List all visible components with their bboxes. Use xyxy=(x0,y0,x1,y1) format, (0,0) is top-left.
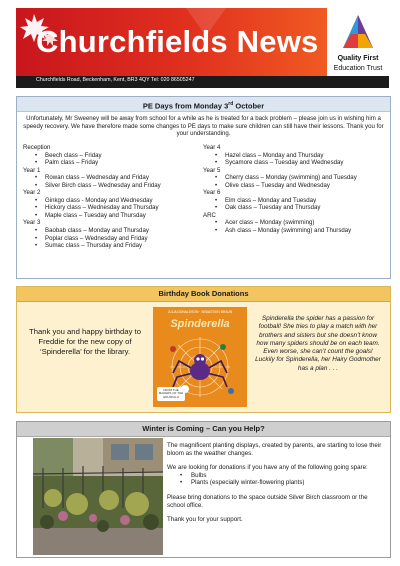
winter-paragraph: Thank you for your support. xyxy=(167,516,243,524)
list-item: • Baobab class – Monday and Thursday xyxy=(23,227,213,235)
list-item: • Ginkgo class - Monday and Wednesday xyxy=(23,197,213,205)
header-banner xyxy=(16,8,327,76)
group-title: Year 2 xyxy=(23,189,41,197)
pe-days-section xyxy=(16,96,391,279)
winter-paragraph: Please bring donations to the space outside Silver Birch classroom or the school office. xyxy=(167,493,368,509)
logo-text-line2: Education Trust xyxy=(333,65,383,72)
pe-left-column xyxy=(23,144,213,250)
winter-paragraph: We are looking for donations if you have any of the following going spare: xyxy=(167,464,368,472)
winter-paragraph: The magnificent planting displays, created by parents, are starting to lose their bloom as the weather changes. xyxy=(167,442,382,457)
list-item: • Sycamore class – Tuesday and Wednesday xyxy=(203,159,387,167)
birthday-heading: Birthday Book Donations xyxy=(17,287,390,302)
group-title: Reception xyxy=(23,144,51,151)
book-cover-image xyxy=(153,307,247,407)
list-item: • Palm class – Friday xyxy=(23,159,213,167)
group-title: Year 5 xyxy=(203,166,221,174)
book-title: Spinderella xyxy=(170,318,230,330)
list-item: • Poplar class – Wednesday and Friday xyxy=(23,235,213,243)
triangle-logo-icon xyxy=(342,14,374,50)
winter-help-section xyxy=(16,421,391,558)
list-item: • Ash class – Monday (swimming) and Thursday xyxy=(203,227,387,235)
list-item: • Rowan class – Wednesday and Friday xyxy=(23,174,213,182)
list-item: • Plants (especially winter-flowering plants) xyxy=(167,479,383,487)
book-badge-text: FROM THE MAKERS OF THE GRUFFALO xyxy=(158,388,184,399)
logo-text-line1: Quality First xyxy=(337,55,379,62)
list-item: • Maple class – Tuesday and Thursday xyxy=(23,212,213,220)
group-title: Year 3 xyxy=(23,219,41,227)
pe-right-column xyxy=(203,144,387,235)
list-item: • Olive class – Tuesday and Wednesday xyxy=(203,182,387,190)
pe-intro-text: Unfortunately, Mr Sweeney will be away from school for a while as he is treated for a back problem – please join us in wishing him a speedy recovery. We have therefore made some changes to PE days to make sure children can still have their lessons. Thank you for your understanding. xyxy=(23,115,384,138)
list-item: • Cherry class – Monday (swimming) and Tuesday xyxy=(203,174,387,182)
garden-planting-image xyxy=(33,438,163,555)
winter-text xyxy=(167,442,383,524)
trust-logo xyxy=(327,8,389,76)
address-bar xyxy=(16,76,389,88)
birthday-thanks-text: Thank you and happy birthday to Freddie for the new copy of ‘Spinderella’ for the library. xyxy=(29,327,141,356)
list-item: • Hickory class – Wednesday and Thursday xyxy=(23,204,213,212)
pe-heading: PE Days from Monday 3rd October xyxy=(17,97,390,112)
birthday-books-section xyxy=(16,286,391,413)
book-blurb: Spinderella the spider has a passion for football! She tries to play a match with her brothers and sisters but she doesn’t know how many spiders should be on each team. Even worse, she can’t count the goals! Luckily for Spinderella, her Hairy Godmother has a plan . . . xyxy=(255,315,381,372)
list-item: • Beech class – Friday xyxy=(23,152,213,160)
list-item: • Acer class – Monday (swimming) xyxy=(203,219,387,227)
school-address: Churchfields Road, Beckenham, Kent, BR3 4QY Tel: 020 86505247 xyxy=(36,77,195,83)
book-badge xyxy=(157,387,185,401)
group-title: ARC xyxy=(203,211,216,219)
group-title: Year 1 xyxy=(23,166,41,174)
group-title: Year 4 xyxy=(203,144,221,151)
newsletter-title: Churchfields News xyxy=(36,24,319,59)
winter-heading: Winter is Coming – Can you Help? xyxy=(17,422,390,437)
list-item: • Elm class – Monday and Tuesday xyxy=(203,197,387,205)
book-authors: JULIA DONALDSON · SEBASTIEN BRAUN xyxy=(167,310,233,314)
list-item: • Bulbs xyxy=(167,472,383,480)
list-item: • Hazel class – Monday and Thursday xyxy=(203,152,387,160)
list-item: • Sumac class – Thursday and Friday xyxy=(23,242,213,250)
list-item: • Silver Birch class – Wednesday and Friday xyxy=(23,182,213,190)
list-item: • Oak class – Tuesday and Thursday xyxy=(203,204,387,212)
garden-photo xyxy=(33,438,163,555)
group-title: Year 6 xyxy=(203,189,221,197)
